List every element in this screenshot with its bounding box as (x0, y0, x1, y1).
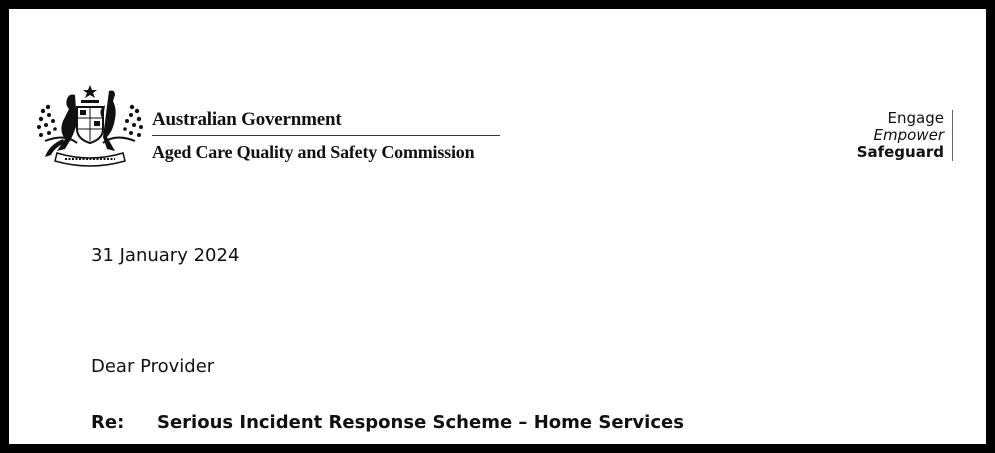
tagline-engage: Engage (887, 109, 944, 127)
subject-text: Serious Incident Response Scheme – Home Services (157, 412, 684, 433)
salutation: Dear Provider (91, 356, 215, 377)
coat-of-arms-icon (35, 81, 145, 169)
letter-date: 31 January 2024 (91, 245, 240, 266)
tagline (857, 110, 953, 161)
subject-label: Re: (91, 412, 125, 433)
letterhead-divider (152, 135, 500, 136)
subject-line (91, 412, 684, 433)
agency-name: Aged Care Quality and Safety Commission (152, 142, 475, 162)
tagline-safeguard: Safeguard (856, 143, 944, 161)
government-name: Australian Government (152, 109, 342, 130)
tagline-empower: Empower (873, 126, 944, 144)
letterhead-text (152, 108, 500, 163)
